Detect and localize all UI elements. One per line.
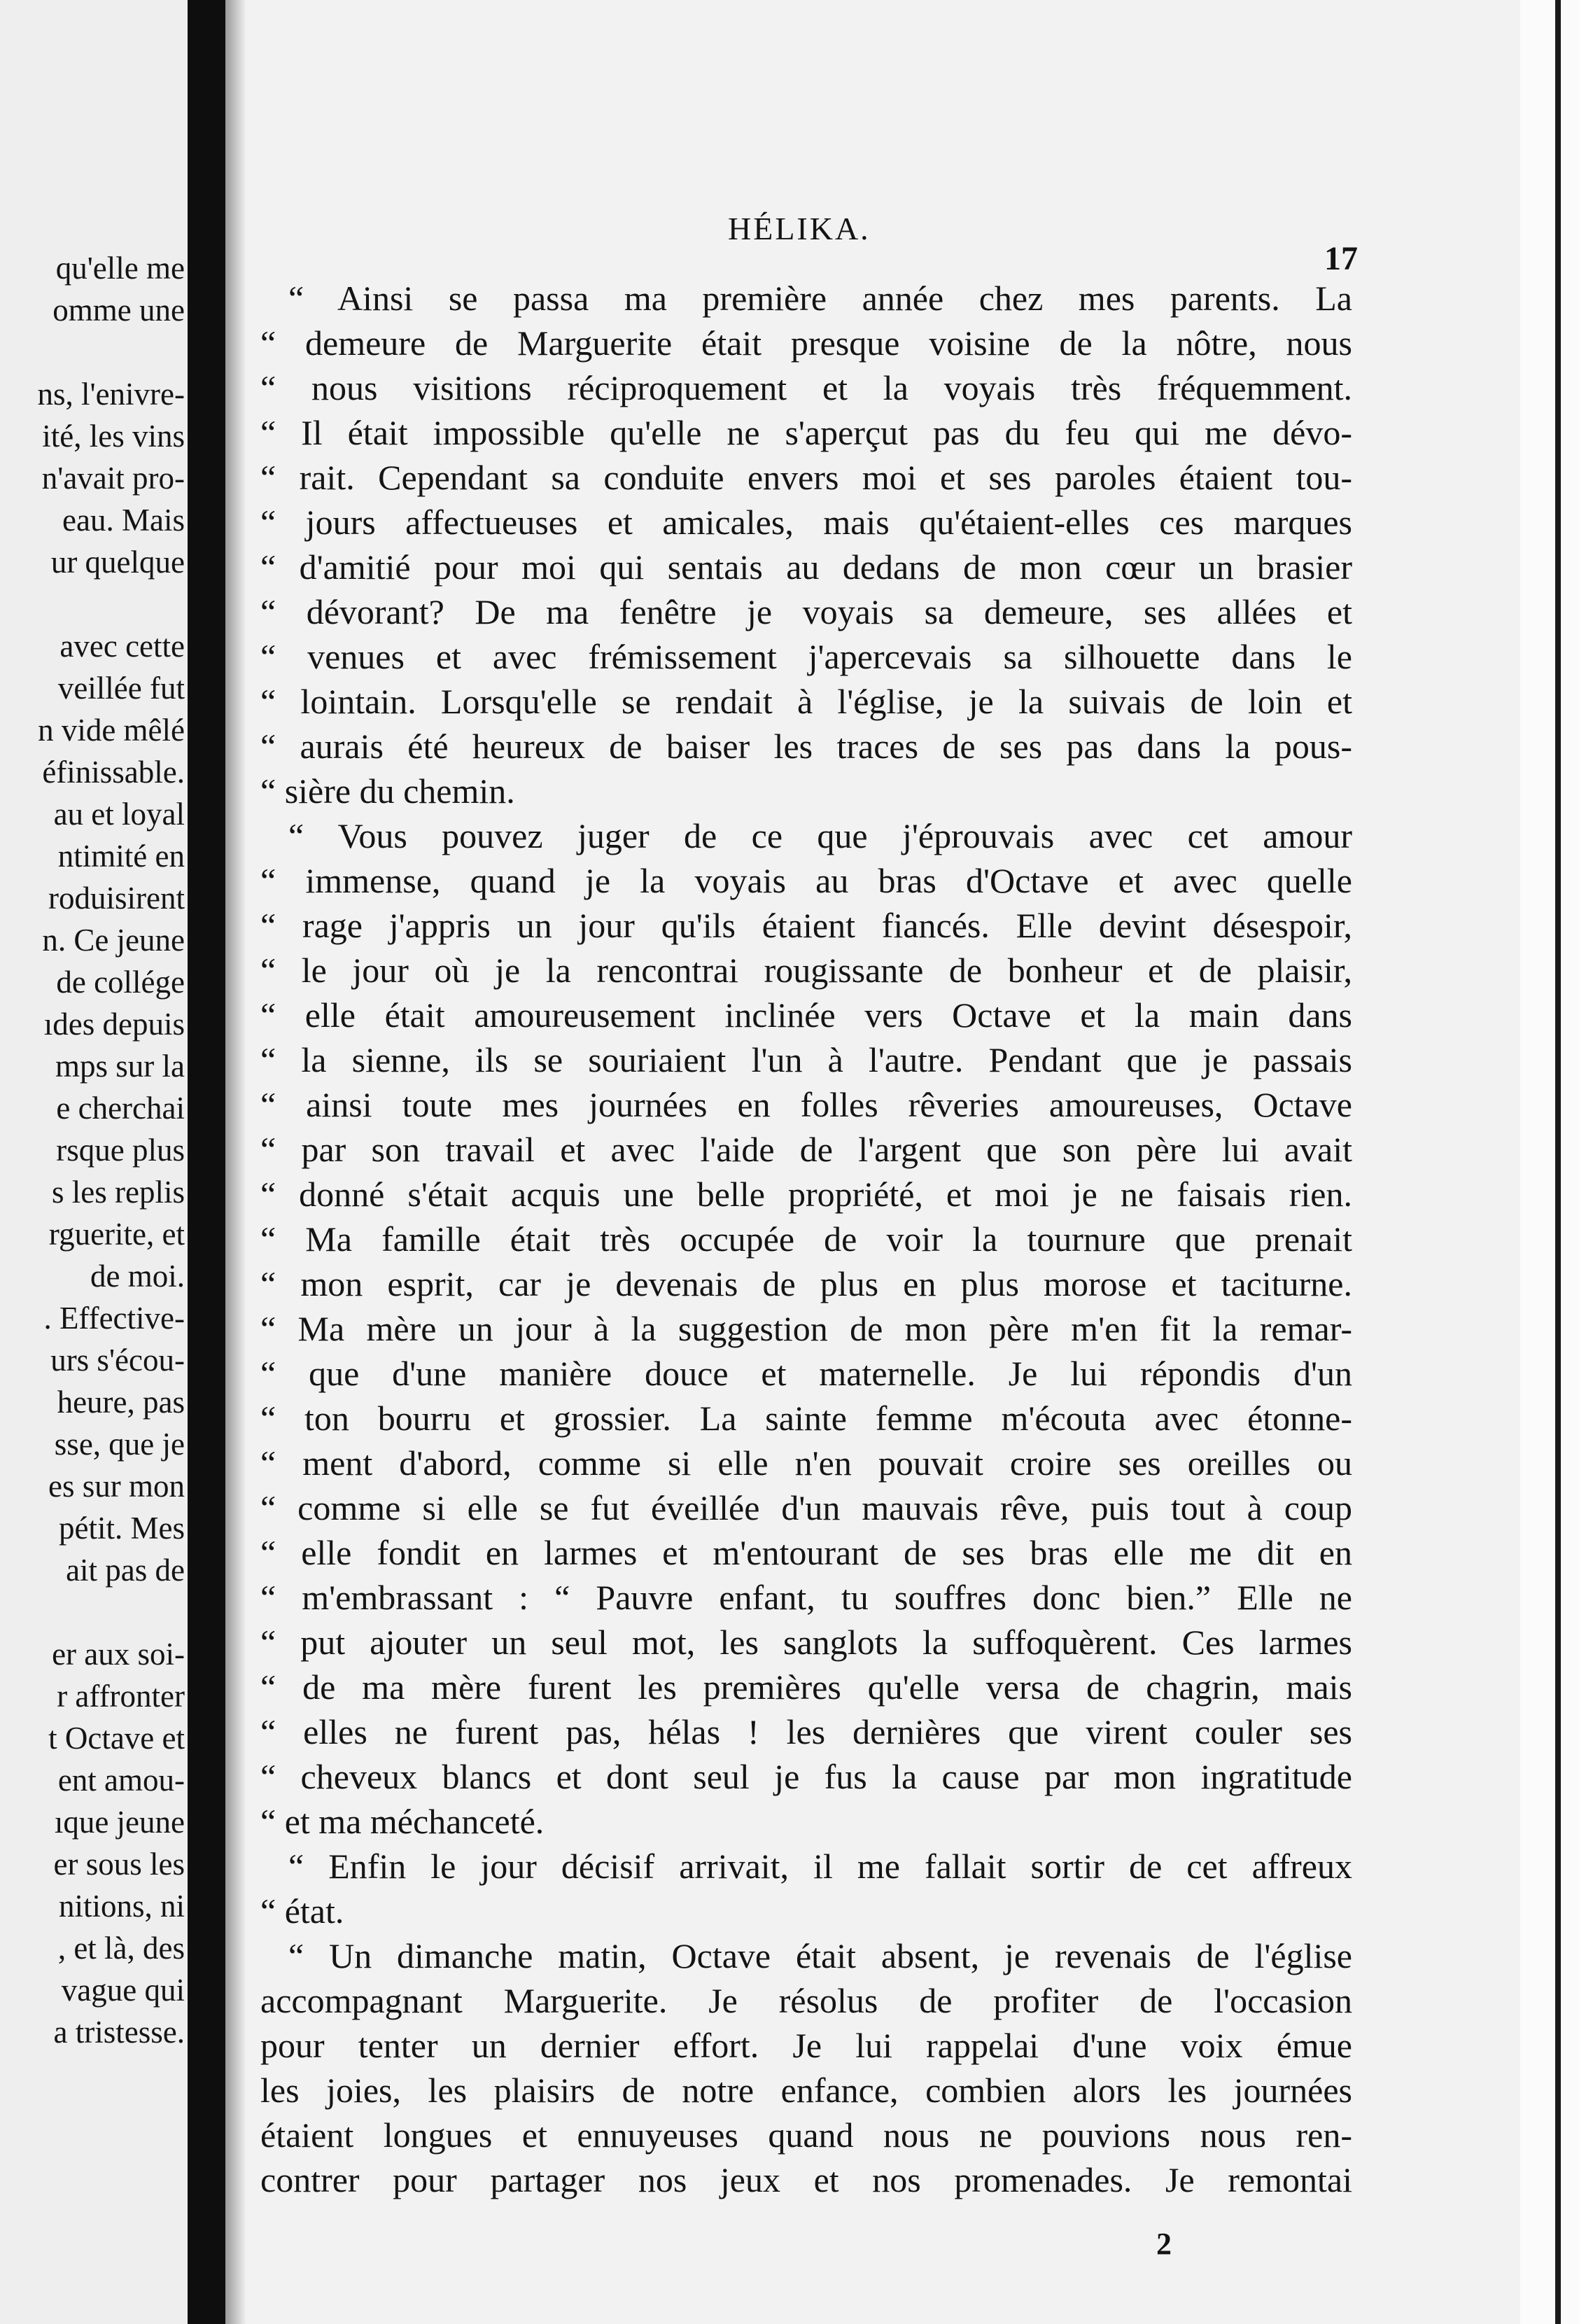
body-line: “ ment d'abord, comme si elle n'en pouvait croire ses oreilles ou <box>260 1443 1352 1483</box>
body-line: “ m'embrassant : “ Pauvre enfant, tu souffres donc bien.” Elle ne <box>260 1578 1352 1617</box>
left-page-line: ité, les vins <box>42 419 185 454</box>
body-line: “ rait. Cependant sa conduite envers moi et ses paroles étaient tou- <box>260 458 1352 497</box>
left-page-line: e cherchai <box>56 1091 185 1126</box>
left-page-line: sse, que je <box>54 1427 185 1462</box>
left-page-line: rsque plus <box>56 1133 185 1168</box>
left-page-line: rguerite, et <box>48 1217 185 1252</box>
left-page-fragment <box>0 0 189 2324</box>
left-page-line: ent amou- <box>57 1763 185 1798</box>
body-line: “ que d'une manière douce et maternelle. Je lui répondis d'un <box>260 1354 1352 1393</box>
body-line: étaient longues et ennuyeuses quand nous ne pouvions nous ren- <box>260 2115 1352 2155</box>
left-page-line: qu'elle me <box>55 251 185 286</box>
body-line: “ la sienne, ils se souriaient l'un à l'autre. Pendant que je passais <box>260 1040 1352 1079</box>
body-line: “ elle fondit en larmes et m'entourant de ses bras elle me dit en <box>260 1533 1352 1572</box>
body-line: “ Un dimanche matin, Octave était absent, je revenais de l'église <box>288 1936 1352 1975</box>
left-page-line: au et loyal <box>53 797 185 832</box>
left-page-line: ıque jeune <box>54 1805 185 1840</box>
body-line: pour tenter un dernier effort. Je lui rappelai d'une voix émue <box>260 2026 1352 2065</box>
body-line: “ ainsi toute mes journées en folles rêveries amoureuses, Octave <box>260 1085 1352 1124</box>
left-page-line: es sur mon <box>48 1469 185 1504</box>
left-page-line: ait pas de <box>66 1553 185 1588</box>
body-line: “ Vous pouvez juger de ce que j'éprouvais avec cet amour <box>288 816 1352 855</box>
left-page-line: n. Ce jeune <box>42 923 185 958</box>
page-number: 17 <box>1324 240 1358 277</box>
body-line: “ Ma famille était très occupée de voir la tournure que prenait <box>260 1219 1352 1259</box>
gutter-shadow <box>225 0 246 2324</box>
body-line: “ Ma mère un jour à la suggestion de mon père m'en fit la remar- <box>260 1309 1352 1348</box>
left-page-line: veillée fut <box>57 671 185 706</box>
left-page-line: eau. Mais <box>62 503 185 538</box>
left-page-line: . Effective- <box>43 1301 185 1336</box>
body-line: “ rage j'appris un jour qu'ils étaient fiancés. Elle devint désespoir, <box>260 906 1352 945</box>
body-line: “ comme si elle se fut éveillée d'un mauvais rêve, puis tout à coup <box>260 1488 1352 1527</box>
left-page-line: de collége <box>56 965 185 1000</box>
right-page <box>246 0 1520 2324</box>
body-line: “ immense, quand je la voyais au bras d'Octave et avec quelle <box>260 861 1352 900</box>
body-line: “ Il était impossible qu'elle ne s'aperçut pas du feu qui me dévo- <box>260 413 1352 452</box>
body-line: “ elles ne furent pas, hélas ! les dernières que virent couler ses <box>260 1712 1352 1751</box>
left-page-line: éfinissable. <box>42 755 185 790</box>
body-line: “ dévorant? De ma fenêtre je voyais sa demeure, ses allées et <box>260 592 1352 631</box>
running-title: HÉLIKA. <box>728 211 871 246</box>
left-page-line: ns, l'enivre- <box>37 377 185 412</box>
left-page-line: nitions, ni <box>58 1889 185 1924</box>
body-line: “ venues et avec frémissement j'apercevais sa silhouette dans le <box>260 637 1352 676</box>
body-line: contrer pour partager nos jeux et nos promenades. Je remontai <box>260 2160 1352 2199</box>
left-page-line: pétit. Mes <box>59 1511 185 1546</box>
body-line: “ mon esprit, car je devenais de plus en plus morose et taciturne. <box>260 1264 1352 1303</box>
left-page-line: , et là, des <box>57 1931 185 1966</box>
body-line: “ jours affectueuses et amicales, mais qu'étaient-elles ces marques <box>260 503 1352 542</box>
left-page-line: er sous les <box>53 1847 185 1882</box>
body-line: accompagnant Marguerite. Je résolus de profiter de l'occasion <box>260 1981 1352 2020</box>
signature-mark: 2 <box>1156 2227 1172 2261</box>
left-page-line: n'avait pro- <box>41 461 185 496</box>
left-page-line: t Octave et <box>48 1721 185 1756</box>
body-line: “ par son travail et avec l'aide de l'argent que son père lui avait <box>260 1130 1352 1169</box>
left-page-line: ur quelque <box>50 545 185 580</box>
page-edge <box>1520 0 1579 2324</box>
body-line: “ sière du chemin. <box>260 771 515 811</box>
body-line: “ elle était amoureusement inclinée vers Octave et la main dans <box>260 995 1352 1035</box>
body-text <box>246 0 1520 2324</box>
body-line: “ cheveux blancs et dont seul je fus la cause par mon ingratitude <box>260 1757 1352 1796</box>
left-page-line: r affronter <box>57 1679 185 1714</box>
body-line: “ Ainsi se passa ma première année chez mes parents. La <box>288 279 1352 318</box>
body-line: “ état. <box>260 1891 344 1931</box>
body-line: “ aurais été heureux de baiser les traces de ses pas dans la pous- <box>260 727 1352 766</box>
left-page-line: urs s'écou- <box>50 1343 185 1378</box>
left-page-line: s les replis <box>52 1175 185 1210</box>
left-page-line: mps sur la <box>55 1049 185 1084</box>
body-line: “ d'amitié pour moi qui sentais au dedans de mon cœur un brasier <box>260 547 1352 587</box>
body-line: “ et ma méchanceté. <box>260 1802 545 1841</box>
left-page-line: n vide mêlé <box>38 713 185 748</box>
left-page-line: a tristesse. <box>53 2015 185 2050</box>
body-line: “ Enfin le jour décisif arrivait, il me fallait sortir de cet affreux <box>288 1847 1352 1886</box>
body-line: “ lointain. Lorsqu'elle se rendait à l'église, je la suivais de loin et <box>260 682 1352 721</box>
left-page-line: roduisirent <box>48 881 185 916</box>
body-line: “ ton bourru et grossier. La sainte femme m'écouta avec étonne- <box>260 1399 1352 1438</box>
left-page-line: de moi. <box>90 1259 185 1294</box>
book-gutter <box>188 0 227 2324</box>
body-line: “ put ajouter un seul mot, les sanglots la suffoquèrent. Ces larmes <box>260 1623 1352 1662</box>
body-line: “ de ma mère furent les premières qu'elle versa de chagrin, mais <box>260 1667 1352 1707</box>
body-line: “ nous visitions réciproquement et la voyais très fréquemment. <box>260 368 1352 407</box>
left-page-line: ntimité en <box>57 839 185 874</box>
left-page-line: ıdes depuis <box>43 1007 185 1042</box>
body-line: les joies, les plaisirs de notre enfance, combien alors les journées <box>260 2071 1352 2110</box>
body-line: “ donné s'était acquis une belle propriété, et moi je ne faisais rien. <box>260 1175 1352 1214</box>
left-page-line: omme une <box>52 293 185 328</box>
left-page-line: avec cette <box>59 629 185 664</box>
body-line: “ le jour où je la rencontrai rougissante de bonheur et de plaisir, <box>260 951 1352 990</box>
page-edge-line <box>1555 0 1561 2324</box>
left-page-line: er aux soi- <box>52 1637 185 1672</box>
left-page-line: vague qui <box>61 1973 185 2008</box>
body-line: “ demeure de Marguerite était presque voisine de la nôtre, nous <box>260 323 1352 363</box>
left-page-line: heure, pas <box>57 1385 185 1420</box>
